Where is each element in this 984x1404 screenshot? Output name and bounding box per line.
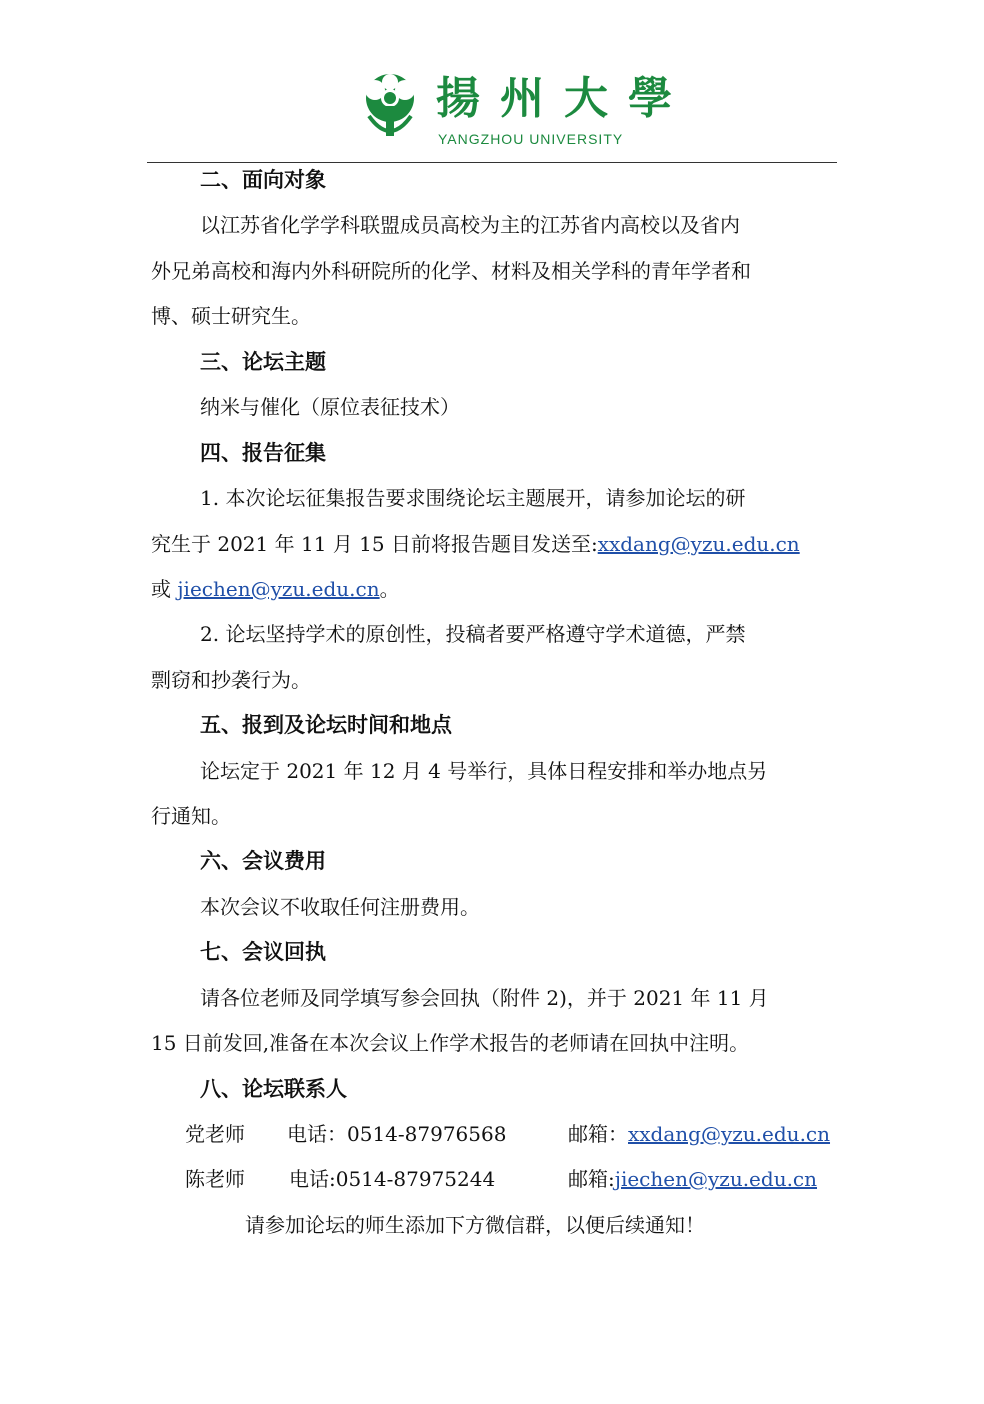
paragraph-line: 博、硕士研究生。 <box>151 304 311 328</box>
paragraph-line <box>151 530 800 558</box>
logo-chinese-name: 揚州大學 <box>436 73 692 124</box>
email-link-xxdang[interactable]: xxdang@yzu.edu.cn <box>597 532 800 556</box>
paragraph-text: 。 <box>379 577 400 601</box>
contact-phone: 电话：0514-87976568 <box>287 1122 507 1146</box>
section-heading: 六、会议费用 <box>200 849 326 873</box>
email-label: 邮箱： <box>568 1122 628 1146</box>
paragraph-text: 或 <box>151 577 171 601</box>
contact-email-row <box>568 1165 817 1193</box>
contact-email-row <box>568 1120 830 1148</box>
section-heading: 四、报告征集 <box>200 441 326 465</box>
paragraph-line: 本次会议不收取任何注册费用。 <box>200 895 480 919</box>
contact-name: 陈老师 <box>185 1167 245 1191</box>
section-heading: 七、会议回执 <box>200 940 326 964</box>
letterhead <box>0 68 984 158</box>
email-link-xxdang[interactable]: xxdang@yzu.edu.cn <box>628 1122 831 1146</box>
contact-name: 党老师 <box>185 1122 245 1146</box>
university-tree-emblem-icon <box>355 68 425 148</box>
paragraph-line: 纳米与催化（原位表征技术） <box>200 395 460 419</box>
contact-phone: 电话:0514-87975244 <box>289 1167 496 1191</box>
paragraph-line: 15 日前发回,准备在本次会议上作学术报告的老师请在回执中注明。 <box>151 1031 750 1055</box>
paragraph-line: 论坛定于 2021 年 12 月 4 号举行，具体日程安排和举办地点另 <box>200 759 768 783</box>
wechat-group-note: 请参加论坛的师生添加下方微信群，以便后续通知！ <box>245 1213 705 1237</box>
email-link-jiechen[interactable]: jiechen@yzu.edu.cn <box>177 577 380 601</box>
logo-english-name: YANGZHOU UNIVERSITY <box>438 131 624 147</box>
paragraph-line: 以江苏省化学学科联盟成员高校为主的江苏省内高校以及省内 <box>200 213 740 237</box>
header-divider <box>147 162 837 163</box>
paragraph-line: 1. 本次论坛征集报告要求围绕论坛主题展开，请参加论坛的研 <box>200 486 746 510</box>
email-link-jiechen[interactable]: jiechen@yzu.edu.cn <box>614 1167 818 1191</box>
paragraph-line: 请各位老师及同学填写参会回执（附件 2)，并于 2021 年 11 月 <box>200 986 769 1010</box>
section-heading: 五、报到及论坛时间和地点 <box>200 713 452 737</box>
section-heading: 八、论坛联系人 <box>200 1077 347 1101</box>
email-label: 邮箱: <box>568 1167 615 1191</box>
paragraph-line: 2. 论坛坚持学术的原创性，投稿者要严格遵守学术道德，严禁 <box>200 622 746 646</box>
paragraph-line: 外兄弟高校和海内外科研院所的化学、材料及相关学科的青年学者和 <box>151 259 751 283</box>
section-heading: 三、论坛主题 <box>200 350 326 374</box>
paragraph-text: 究生于 2021 年 11 月 15 日前将报告题目发送至: <box>151 532 598 556</box>
paragraph-line: 行通知。 <box>151 804 231 828</box>
paragraph-line: 剽窃和抄袭行为。 <box>151 668 311 692</box>
section-heading: 二、面向对象 <box>200 168 326 192</box>
paragraph-line <box>151 575 400 603</box>
